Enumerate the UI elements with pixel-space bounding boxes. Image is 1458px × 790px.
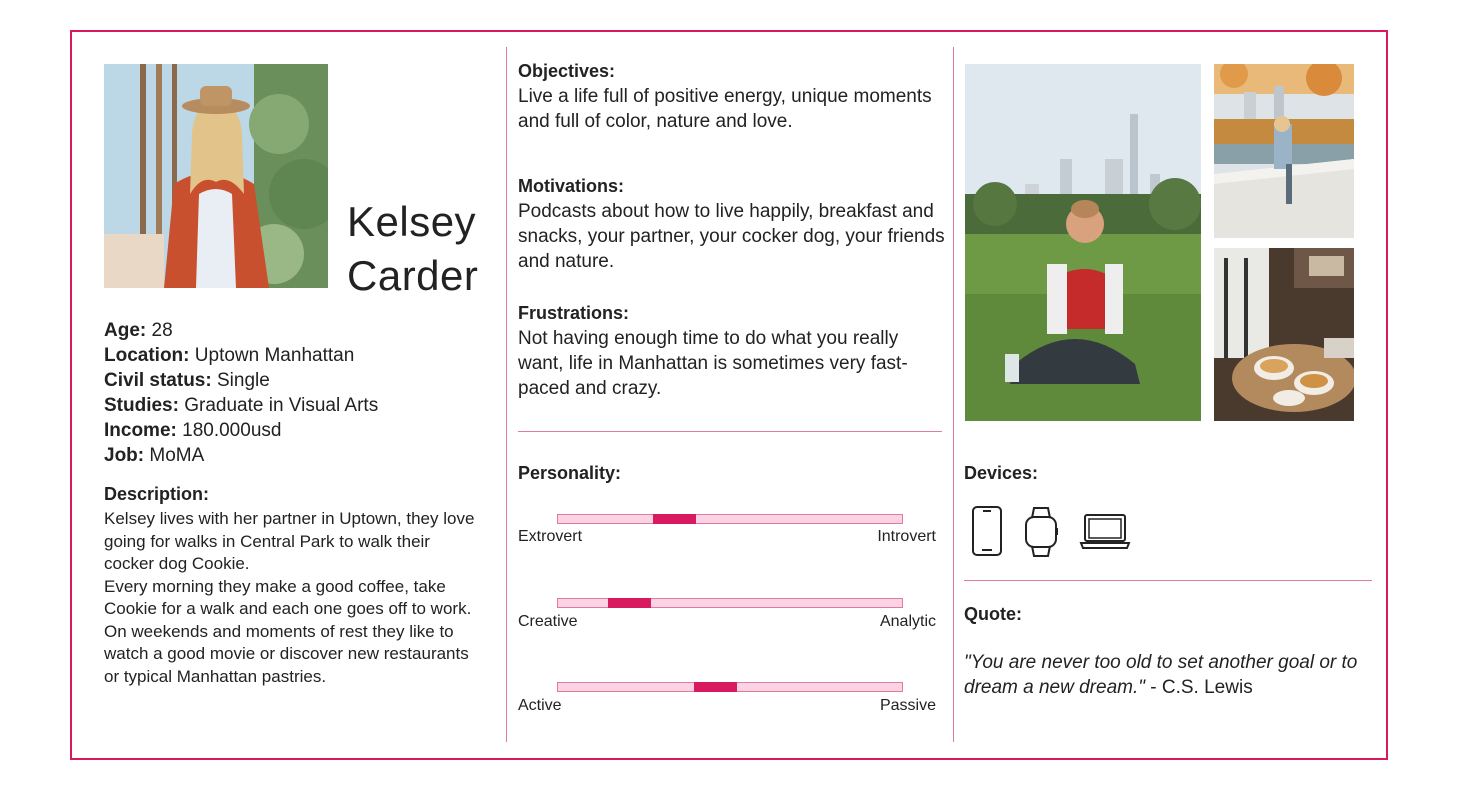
personality-scale-extrovert-introvert bbox=[557, 514, 903, 524]
scale-label-left: Extrovert bbox=[518, 528, 583, 545]
fact-label: Location: bbox=[104, 345, 190, 366]
column-divider-right bbox=[953, 47, 954, 742]
fact-location bbox=[104, 343, 378, 368]
fact-value: MoMA bbox=[149, 445, 205, 466]
fact-age bbox=[104, 318, 378, 343]
description-paragraph: Kelsey lives with her partner in Uptown, they love going for walks in Central Park to walk their cocker dog Cookie. bbox=[104, 509, 475, 573]
scale-indicator bbox=[653, 514, 696, 524]
fact-income bbox=[104, 418, 378, 443]
frustrations-text: Not having enough time to do what you really want, life in Manhattan is sometimes very fast-paced and crazy. bbox=[518, 328, 908, 399]
divider-personality bbox=[518, 431, 942, 432]
fact-label: Civil status: bbox=[104, 370, 212, 391]
photo-central-park bbox=[965, 64, 1201, 421]
fact-label: Income: bbox=[104, 420, 177, 441]
frustrations-title: Frustrations: bbox=[518, 303, 630, 323]
quote-title: Quote: bbox=[964, 604, 1022, 624]
fact-value: Single bbox=[216, 370, 270, 391]
description-paragraph: Every morning they make a good coffee, take Cookie for a walk and each one goes off to work. bbox=[104, 576, 472, 618]
persona-name bbox=[347, 195, 478, 303]
scale-label-right: Analytic bbox=[879, 613, 936, 630]
motivations-title: Motivations: bbox=[518, 176, 624, 196]
scale-indicator bbox=[608, 598, 651, 608]
column-divider-left bbox=[506, 47, 507, 742]
quote-author: - C.S. Lewis bbox=[1145, 677, 1253, 698]
objectives-text: Live a life full of positive energy, unique moments and full of color, nature and love. bbox=[518, 86, 932, 132]
smartwatch-icon bbox=[1023, 506, 1059, 563]
devices-title: Devices: bbox=[964, 463, 1039, 483]
photo-bridge bbox=[1214, 64, 1354, 238]
photo-pastries bbox=[1214, 248, 1354, 421]
persona-facts bbox=[104, 318, 378, 468]
description-paragraph: On weekends and moments of rest they like to watch a good movie or discover new restaurants or typical Manhattan pastries. bbox=[104, 621, 469, 686]
persona-first-name: Kelsey bbox=[347, 198, 477, 245]
profile-photo bbox=[104, 64, 328, 288]
persona-last-name: Carder bbox=[347, 252, 479, 299]
fact-label: Job: bbox=[104, 445, 145, 466]
objectives-title: Objectives: bbox=[518, 61, 616, 81]
scale-label-right: Passive bbox=[879, 697, 936, 714]
scale-indicator bbox=[694, 682, 737, 692]
smartphone-icon bbox=[971, 506, 1003, 561]
scale-label-left: Active bbox=[518, 697, 562, 714]
fact-label: Age: bbox=[104, 320, 147, 341]
motivations-text: Podcasts about how to live happily, breakfast and snacks, your partner, your cocker dog, your friends and nature. bbox=[518, 201, 945, 272]
personality-scale-active-passive bbox=[557, 682, 903, 692]
divider-quote bbox=[964, 580, 1372, 581]
personality-scale-creative-analytic bbox=[557, 598, 903, 608]
fact-value: Graduate in Visual Arts bbox=[184, 395, 379, 416]
fact-value: Uptown Manhattan bbox=[194, 345, 355, 366]
scale-label-right: Introvert bbox=[877, 528, 936, 545]
quote-block bbox=[964, 650, 1384, 700]
quote-text: "You are never too old to set another goal or to dream a new dream." bbox=[964, 652, 1358, 698]
description-title: Description: bbox=[104, 484, 210, 504]
laptop-icon bbox=[1079, 513, 1131, 556]
fact-label: Studies: bbox=[104, 395, 179, 416]
fact-studies bbox=[104, 393, 378, 418]
fact-value: 28 bbox=[151, 320, 173, 341]
scale-label-left: Creative bbox=[518, 613, 578, 630]
description-text bbox=[104, 508, 484, 688]
fact-job bbox=[104, 443, 378, 468]
fact-value: 180.000usd bbox=[182, 420, 282, 441]
personality-title: Personality: bbox=[518, 463, 622, 483]
fact-civil-status bbox=[104, 368, 378, 393]
